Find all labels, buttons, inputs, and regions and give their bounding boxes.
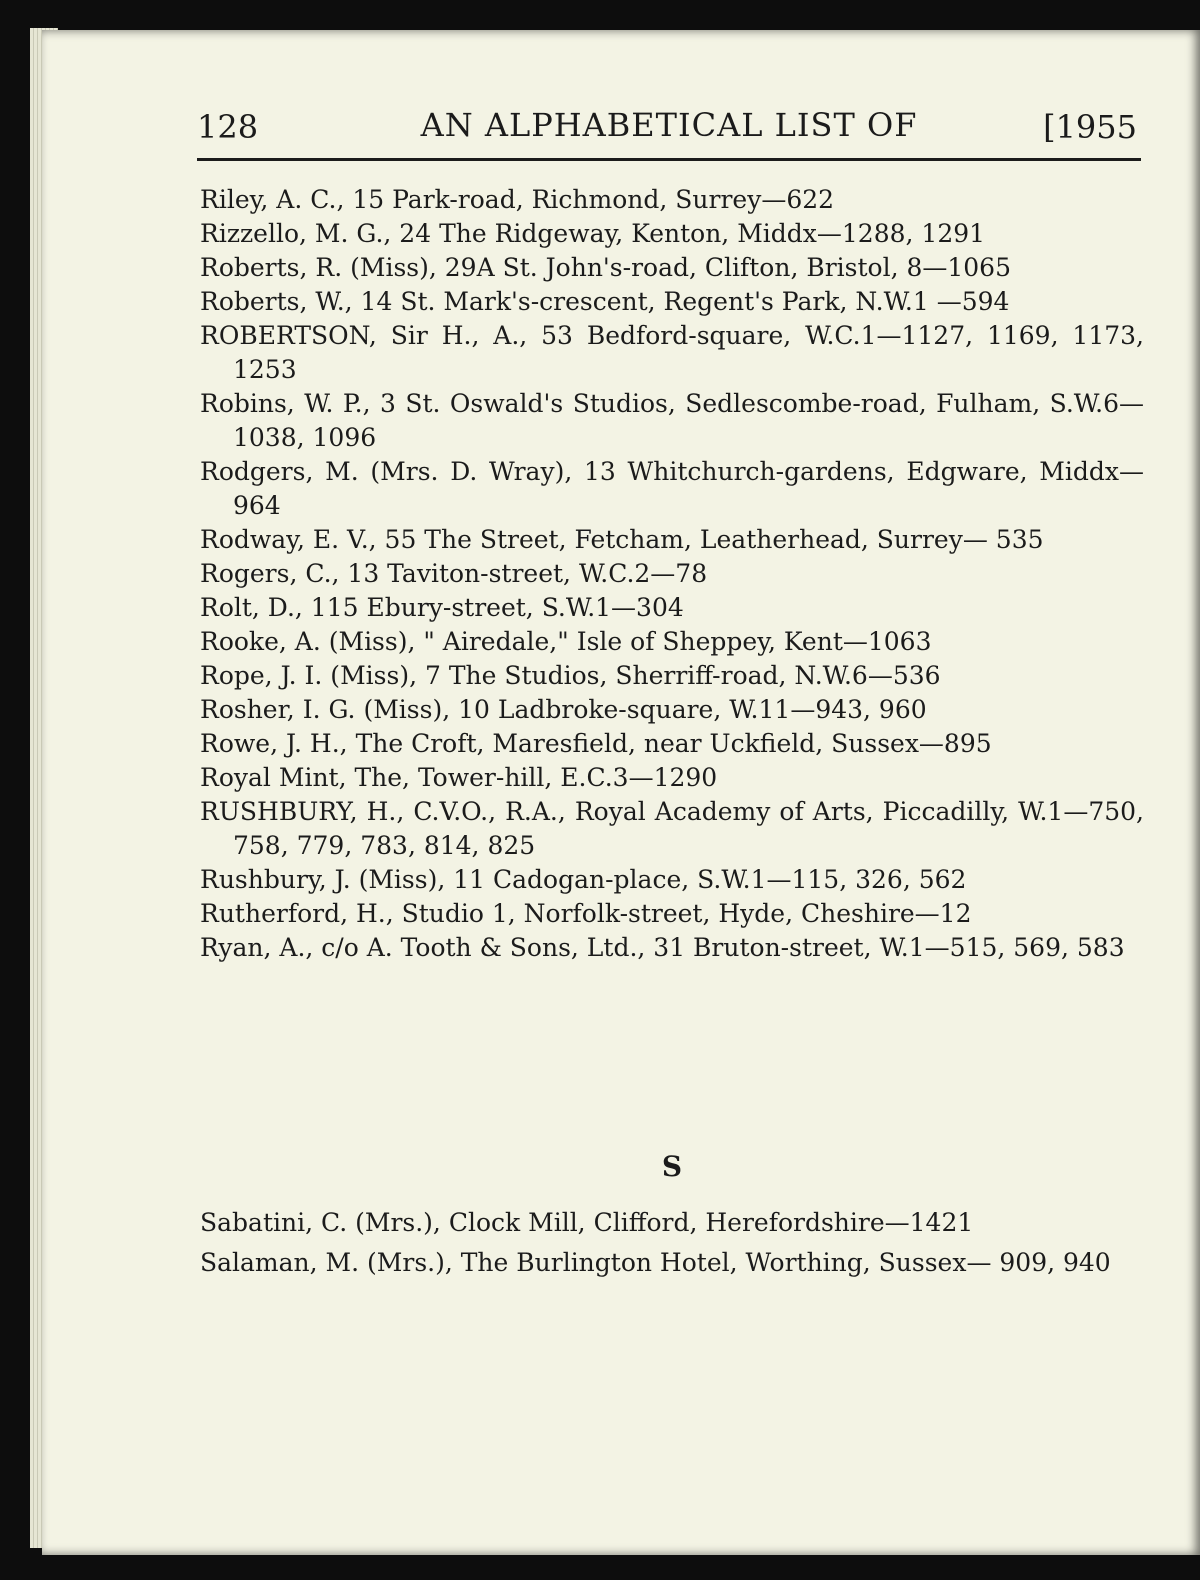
list-item: Roberts, R. (Miss), 29A St. John's-road, Clifton, Bristol, 8—1065 bbox=[200, 253, 1011, 282]
list-item: Sabatini, C. (Mrs.), Clock Mill, Clifford, Herefordshire—1421 bbox=[200, 1208, 974, 1237]
list-item: Ryan, A., c/o A. Tooth & Sons, Ltd., 31 Bruton-street, W.1—515, 569, 583 bbox=[200, 933, 1125, 962]
list-item: RUSHBURY, H., C.V.O., R.A., Royal Academy of Arts, Piccadilly, W.1—750, 758, 779, 783, 814, 825 bbox=[200, 797, 1144, 860]
list-item: Rutherford, H., Studio 1, Norfolk-street, Hyde, Cheshire—12 bbox=[200, 899, 972, 928]
list-item: Rowe, J. H., The Croft, Maresfield, near Uckfield, Sussex—895 bbox=[200, 729, 992, 758]
list-item: Riley, A. C., 15 Park-road, Richmond, Surrey—622 bbox=[200, 185, 835, 214]
list-item: Rope, J. I. (Miss), 7 The Studios, Sherriff-road, N.W.6—536 bbox=[200, 661, 941, 690]
list-item: Rogers, C., 13 Taviton-street, W.C.2—78 bbox=[200, 559, 708, 588]
list-item: Rooke, A. (Miss), " Airedale," Isle of Sheppey, Kent—1063 bbox=[200, 627, 932, 656]
section-letter: S bbox=[661, 1150, 683, 1183]
list-item: Rushbury, J. (Miss), 11 Cadogan-place, S.W.1—115, 326, 562 bbox=[200, 865, 967, 894]
page-number: 128 bbox=[197, 108, 259, 146]
list-item: Rodway, E. V., 55 The Street, Fetcham, Leatherhead, Surrey— 535 bbox=[200, 525, 1044, 554]
list-item: Robins, W. P., 3 St. Oswald's Studios, Sedlescombe-road, Fulham, S.W.6—1038, 1096 bbox=[200, 389, 1144, 452]
page-title: AN ALPHABETICAL LIST OF bbox=[420, 106, 918, 144]
running-head bbox=[197, 100, 1141, 161]
list-item: Rizzello, M. G., 24 The Ridgeway, Kenton, Middx—1288, 1291 bbox=[200, 219, 986, 248]
list-item: Rosher, I. G. (Miss), 10 Ladbroke-square, W.11—943, 960 bbox=[200, 695, 927, 724]
entry-list-r bbox=[200, 183, 1144, 965]
list-item: Royal Mint, The, Tower-hill, E.C.3—1290 bbox=[200, 763, 718, 792]
entry-list-s bbox=[200, 1203, 1144, 1283]
list-item: ROBERTSON, Sir H., A., 53 Bedford-square, W.C.1—1127, 1169, 1173, 1253 bbox=[200, 321, 1144, 384]
list-item: Rodgers, M. (Mrs. D. Wray), 13 Whitchurch-gardens, Edgware, Middx—964 bbox=[200, 457, 1144, 520]
list-item: Roberts, W., 14 St. Mark's-crescent, Regent's Park, N.W.1 —594 bbox=[200, 287, 1010, 316]
list-item: Rolt, D., 115 Ebury-street, S.W.1—304 bbox=[200, 593, 684, 622]
list-item: Salaman, M. (Mrs.), The Burlington Hotel, Worthing, Sussex— 909, 940 bbox=[200, 1248, 1111, 1277]
year-label: [1955 bbox=[1043, 108, 1137, 146]
